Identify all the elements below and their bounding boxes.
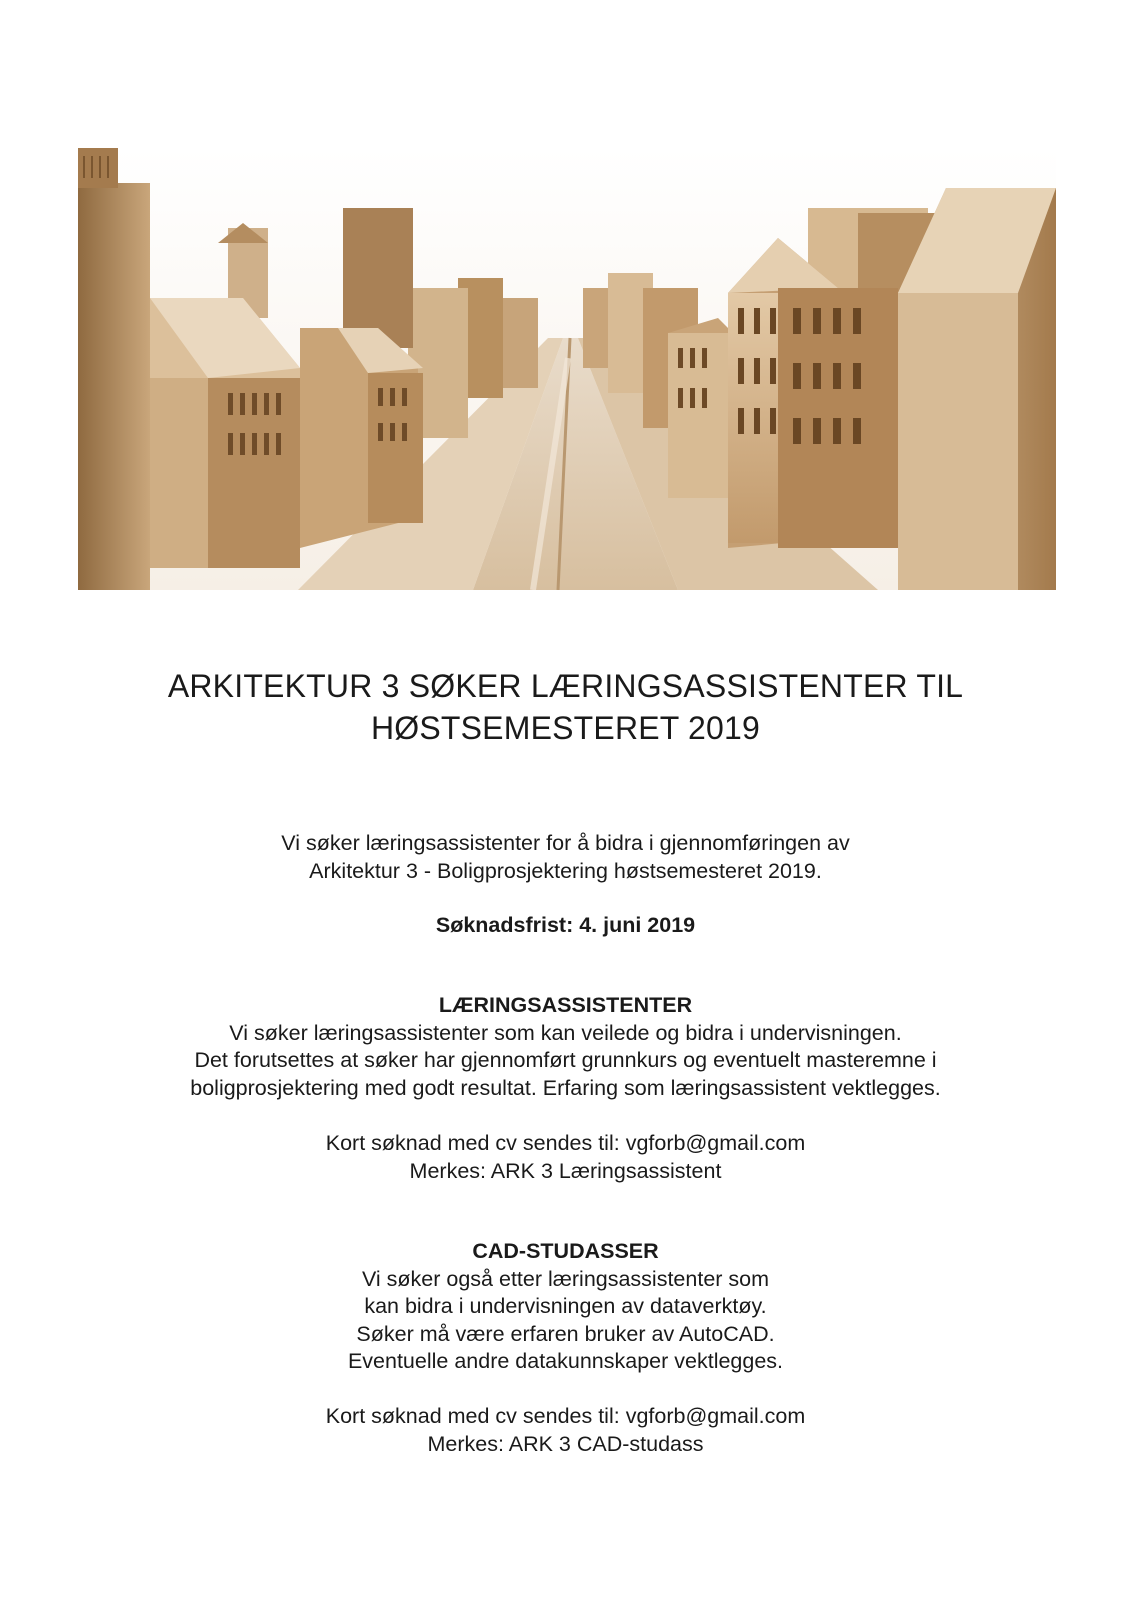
learning-assistants-apply-info [0,1130,1131,1185]
application-deadline [0,912,1131,940]
apply-prefix: Kort søknad med cv sendes til: [325,1131,626,1155]
apply-line [0,1403,1131,1431]
section-line: kan bidra i undervisningen av dataverktøy. [364,1294,767,1318]
hero-image [78,148,1056,590]
section-learning-assistants [0,992,1131,1102]
section-heading: CAD-STUDASSER [472,1239,659,1263]
email-link[interactable]: vgforb@gmail.com [625,1131,806,1155]
section-line: Det forutsettes at søker har gjennomført grunnkurs og eventuelt masteremne i [194,1048,937,1072]
section-line: boligprosjektering med godt resultat. Erfaring som læringsassistent vektlegges. [190,1075,941,1100]
apply-line [0,1130,1131,1158]
page-title-line-2: HØSTSEMESTERET 2019 [370,710,761,746]
wooden-city-model-illustration [78,148,1056,590]
intro-line-2: Arkitektur 3 - Boligprosjektering høstsemesteret 2019. [309,858,822,883]
mark-line: Merkes: ARK 3 CAD-studass [427,1431,704,1456]
intro-line-1: Vi søker læringsassistenter for å bidra i gjennomføringen av [281,831,850,855]
section-cad-assistants [0,1238,1131,1376]
section-line: Vi søker også etter læringsassistenter som [361,1266,770,1291]
section-heading: LÆRINGSASSISTENTER [438,993,693,1017]
section-line: Søker må være erfaren bruker av AutoCAD. [356,1321,775,1346]
section-line: Eventuelle andre datakunnskaper vektlegges. [347,1349,784,1373]
section-line: Vi søker læringsassistenter som kan veilede og bidra i undervisningen. [229,1020,902,1045]
page-title [0,665,1131,749]
cad-apply-info [0,1403,1131,1458]
apply-prefix: Kort søknad med cv sendes til: [325,1404,626,1428]
email-link[interactable]: vgforb@gmail.com [625,1404,806,1428]
intro-paragraph [0,830,1131,885]
page-title-line-1: ARKITEKTUR 3 SØKER LÆRINGSASSISTENTER TIL [167,668,964,704]
deadline-text: Søknadsfrist: 4. juni 2019 [435,913,696,937]
mark-line: Merkes: ARK 3 Læringsassistent [409,1158,722,1183]
